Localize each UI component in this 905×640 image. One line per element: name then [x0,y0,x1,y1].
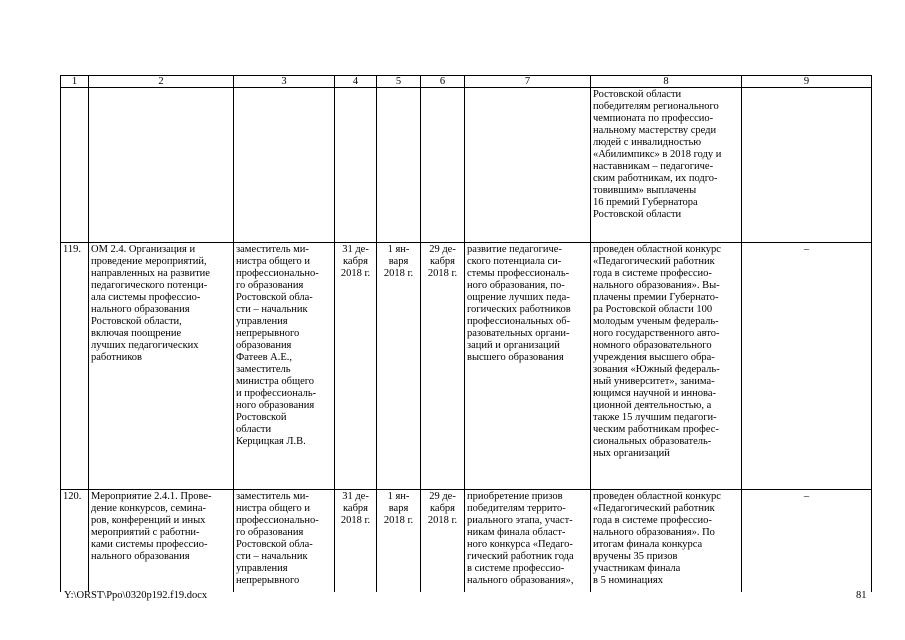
cell-line: 1 ян- [387,244,410,255]
expected-result [465,243,591,490]
cell-line: 29 де- [429,491,456,502]
cell-line: ный университет», занима- [593,376,715,387]
cell-line: заций и организаций [467,340,560,351]
cell-line: ющимся научной и иннова- [593,388,717,399]
cell-line: заместитель [236,364,291,375]
cell-line: профессиональных об- [467,316,571,327]
cell-line: разовательных органи- [467,328,570,339]
cell-line: 31 де- [342,244,369,255]
cell-line: 2018 г. [340,268,371,279]
note: – [742,243,872,490]
responsible-executor [234,243,335,490]
cell-line: включая поощрение [91,328,182,339]
planned-date [377,243,421,490]
cell-line: ных организаций [593,448,670,459]
cell-line: победителям террито- [467,503,566,514]
cell-line: Ростовской области [593,89,682,100]
cell-line: нального образования [91,304,190,315]
cell-line: 1 ян- [387,491,410,502]
cell-line: области [236,424,272,435]
cell-line: и профессиональ- [236,388,317,399]
cell-line: кабря [429,503,456,514]
cell-line: ного государственного авто- [593,328,720,339]
cell-line: никам финала област- [467,527,566,538]
actual-result [591,490,742,593]
row-number: 120. [61,490,89,593]
cell-line: номного образовательного [593,340,712,351]
cell-line: министра общего [236,376,315,387]
cell-line: гический работник года [467,551,574,562]
cell-line: 2018 г. [340,515,371,526]
row-number: 119. [61,243,89,490]
cell-line: чемпионата по профессио- [593,113,714,124]
cell-line: ОМ 2.4. Организация и [91,244,196,255]
cell-line: победителям регионального [593,101,719,112]
actual-date [421,490,465,593]
col-header-2: 2 [89,76,234,88]
cell-line: ческим работникам профес- [593,424,719,435]
table-row-continuation [61,88,872,243]
table-row [61,243,872,490]
cell-line: Ростовской обла- [236,292,313,303]
cell-line: высшего образования [467,352,564,363]
cell-line: Ростовской области, [91,316,182,327]
cell-line: Фатеев А.Е., [236,352,293,363]
cell-line: приобретение призов [467,491,563,502]
cell-line: сти – начальник [236,304,308,315]
cell-line: ного образования [236,400,315,411]
cell-line: итогам финала конкурса [593,539,703,550]
cell-line: ощрение лучших педа- [467,292,570,303]
start-date [335,243,377,490]
cell-line: людей с инвалидностью [593,137,702,148]
cell-line: ров, конференций и иных [91,515,206,526]
cell-line: 16 премий Губернатора [593,197,698,208]
page-number: 81 [856,590,867,601]
cell-line: нального образования». По [593,527,715,538]
cell-line: управления [236,563,288,574]
cell-line: варя [388,503,409,514]
cell-line: профессионально- [236,268,319,279]
col-header-4: 4 [335,76,377,88]
cell-line: варя [388,256,409,267]
cell-line: ского потенциала си- [467,256,562,267]
cell-line: проведен областной конкурс [593,244,721,255]
cell-line: Ростовской обла- [236,539,313,550]
cell-line: непрерывного [236,575,300,586]
cell-line: в системе профессио- [467,563,565,574]
cell-line: заместитель ми- [236,244,309,255]
cell-line: Керцицкая Л.В. [236,436,306,447]
column-number-row [61,76,872,88]
cell-line: плачены премии Губернато- [593,292,719,303]
responsible-executor [234,490,335,593]
col-header-3: 3 [234,76,335,88]
cell-line: нальному мастерству среди [593,125,717,136]
cell-line: нального образования». Вы- [593,280,720,291]
note: – [742,490,872,593]
cell-line: 31 де- [342,491,369,502]
col-header-8: 8 [591,76,742,88]
cell-line: Мероприятие 2.4.1. Прове- [91,491,212,502]
cell-line: заместитель ми- [236,491,309,502]
file-path-footer: Y:\ORST\Ppo\0320p192.f19.docx [64,590,208,601]
cell-line: гогических работников [467,304,571,315]
planned-date [377,490,421,593]
cell-line: «Абилимпикс» в 2018 году и [593,149,722,160]
cell-line: нистра общего и [236,256,311,267]
col-header-6: 6 [421,76,465,88]
cell-line: ного конкурса «Педаго- [467,539,573,550]
cell-line: года в системе профессио- [593,515,712,526]
expected-result [465,490,591,593]
actual-date [421,243,465,490]
cell-line: учреждения высшего обра- [593,352,715,363]
table-row [61,490,872,593]
cell-line: Ростовской [236,412,287,423]
cell-line: работников [91,352,142,363]
cell-line: 2018 г. [427,515,458,526]
cell-line: кабря [342,503,369,514]
report-table [60,75,872,592]
cell-line: 2018 г. [427,268,458,279]
cell-line: проведение мероприятий, [91,256,207,267]
cell-line: го образования [236,280,304,291]
cell-line: стемы профессиональ- [467,268,570,279]
cell-line: участникам финала [593,563,681,574]
cell-line: наставникам – педагогиче- [593,161,714,172]
result-cell [591,88,742,243]
cell-line: молодым ученым федераль- [593,316,719,327]
cell-line: 2018 г. [383,268,414,279]
measure-name [89,243,234,490]
cell-line: ала системы профессио- [91,292,201,303]
cell-line: нального образования», [467,575,574,586]
cell-line: кабря [429,256,456,267]
cell-line: 2018 г. [383,515,414,526]
cell-line: педагогического потенци- [91,280,208,291]
cell-line: управления [236,316,288,327]
cell-line: также 15 лучшим педагоги- [593,412,717,423]
cell-line: образования [236,340,292,351]
cell-line: товившим» выплачены [593,185,697,196]
measure-name [89,490,234,593]
col-header-7: 7 [465,76,591,88]
cell-line: ра Ростовской области 100 [593,304,713,315]
cell-line: Ростовской области [593,209,682,220]
cell-line: сиональных образователь- [593,436,712,447]
cell-line: «Педагогический работник [593,503,715,514]
cell-line: ским работникам, их подго- [593,173,718,184]
cell-line: риального этапа, участ- [467,515,573,526]
cell-line: ного образования, по- [467,280,565,291]
cell-line: года в системе профессио- [593,268,712,279]
cell-line: непрерывного [236,328,300,339]
cell-line: «Педагогический работник [593,256,715,267]
cell-line: го образования [236,527,304,538]
cell-line: 29 де- [429,244,456,255]
cell-line: вручены 35 призов [593,551,678,562]
actual-result [591,243,742,490]
cell-line: нального образования [91,551,190,562]
cell-line: ционной деятельностью, а [593,400,712,411]
cell-line: направленных на развитие [91,268,210,279]
cell-line: профессионально- [236,515,319,526]
col-header-5: 5 [377,76,421,88]
cell-line: дение конкурсов, семина- [91,503,207,514]
cell-line: развитие педагогиче- [467,244,562,255]
cell-line: зования «Южный федераль- [593,364,720,375]
col-header-1: 1 [61,76,89,88]
cell-line: нистра общего и [236,503,311,514]
cell-line: проведен областной конкурс [593,491,721,502]
cell-line: лучших педагогических [91,340,199,351]
cell-line: сти – начальник [236,551,308,562]
cell-line: мероприятий с работни- [91,527,200,538]
cell-line: ками системы профессио- [91,539,208,550]
start-date [335,490,377,593]
cell-line: кабря [342,256,369,267]
cell-line: в 5 номинациях [593,575,663,586]
col-header-9: 9 [742,76,872,88]
